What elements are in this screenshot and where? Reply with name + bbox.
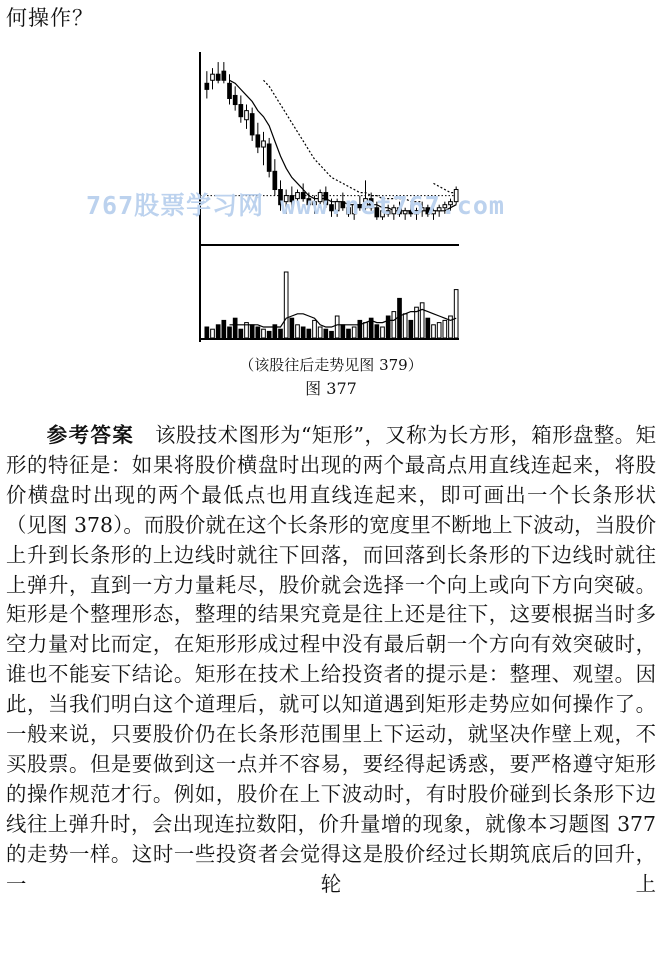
figure-caption: 图 377 [305, 379, 357, 398]
volume-bar [381, 327, 385, 338]
question-fragment: 何操作？ [6, 6, 94, 30]
candle-body [250, 114, 254, 135]
answer-label: 参考答案 [46, 423, 135, 447]
ma-long-line [264, 80, 423, 201]
volume-bar [307, 329, 311, 338]
candle-body [256, 135, 260, 147]
volume-bar [267, 331, 271, 338]
volume-bar [398, 298, 402, 338]
volume-bar [347, 329, 351, 338]
volume-bar [392, 312, 396, 338]
candle-body [233, 95, 237, 104]
candle-body [228, 83, 232, 98]
volume-bar [301, 327, 305, 338]
volume-bar [437, 323, 441, 338]
volume-bar [432, 325, 436, 338]
candle-body [205, 83, 209, 89]
answer-paragraph [6, 421, 656, 900]
watermark: 767股票学习网 www.net767.com [86, 191, 505, 220]
volume-bar [313, 320, 317, 338]
volume-bar [330, 331, 334, 338]
volume-bar [205, 327, 209, 338]
volume-bar [222, 320, 226, 338]
candle-body [267, 144, 271, 171]
volume-bar [296, 325, 300, 338]
volume-bar [256, 327, 260, 338]
volume-bar [364, 323, 368, 338]
volume-bar [279, 329, 283, 338]
candle-body [216, 74, 220, 80]
volume-bar [335, 316, 339, 338]
volume-bar [386, 316, 390, 338]
volume-bar [426, 318, 430, 338]
volume-bar [262, 329, 266, 338]
volume-bar [284, 272, 288, 338]
volume-bar [318, 327, 322, 338]
candle-body [239, 105, 243, 117]
candle-body [262, 141, 266, 147]
candle-body [211, 74, 215, 80]
figure-note: （该股往后走势见图 379） [239, 356, 423, 374]
volume-bar [341, 325, 345, 338]
volume-bar [324, 329, 328, 338]
candle-body [245, 111, 249, 120]
volume-bar [375, 325, 379, 338]
candle-body [222, 71, 226, 80]
volume-bar [290, 318, 294, 338]
volume-bar [239, 329, 243, 338]
volume-bar [403, 314, 407, 338]
answer-body: 该股技术图形为“矩形”，又称为长方形，箱形盘整。矩形的特征是：如果将股价横盘时出现的两个最高点用直线连起来，将股价横盘时出现的两个最低点也用直线连起来，即可画出一个长条形状（见图 378）。而股价就在这个长条形的宽度里不断地上下波动，当股价上升到长条形的上边线时就往下回落，而回落到长条形的下边线时就往上弹升，直到一方力量耗尽，股价就会选择一个向上或向下方向突破。矩形是个整理形态，整理的结果究竟是往上还是往下，这要根据当时多空力量对比而定，在矩形形成过程中没有最后朝一个方向有效突破时，谁也不能妄下结论。矩形在技术上给投资者的提示是：整理、观望。因此，当我们明白这个道理后，就可以知道遇到矩形走势应如何操作了。一般来说，只要股价仍在长条形范围里上下运动，就坚决作壁上观，不买股票。但是要做到这一点并不容易，要经得起诱惑，要严格遵守矩形的操作规范才行。例如，股价在上下波动时，有时股价碰到长条形下边线往上弹升时，会出现连拉数阳，价升量增的现象，就像本习题图 377 的走势一样。这时一些投资者会觉得这是股价经过长期筑底后的回升，一轮上 [6, 423, 656, 896]
volume-bar [233, 318, 237, 338]
volume-bar [211, 329, 215, 338]
volume-bar [454, 290, 458, 338]
volume-bar [409, 320, 413, 338]
volume-bar [216, 325, 220, 338]
volume-bar [420, 303, 424, 338]
volume-bar [358, 320, 362, 338]
volume-bar [443, 320, 447, 338]
volume-bar [228, 327, 232, 338]
volume-bar [352, 327, 356, 338]
volume-bar [250, 325, 254, 338]
